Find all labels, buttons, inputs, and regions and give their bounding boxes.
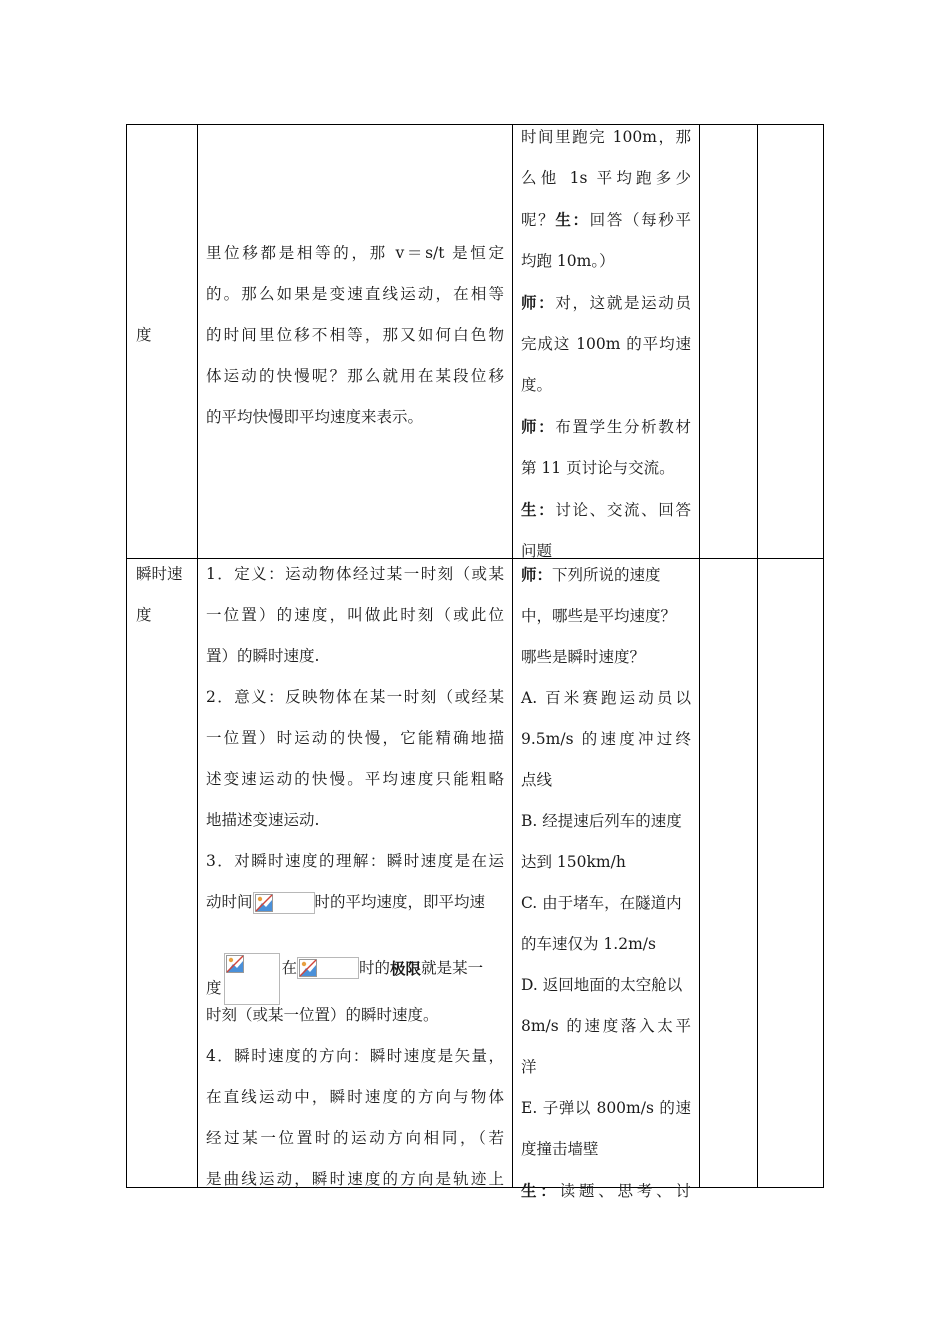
content-line: 在直线运动中，瞬时速度的方向与物体 xyxy=(206,1088,504,1106)
content-line: 里位移都是相等的，那 v＝s/t 是恒定 xyxy=(206,244,504,262)
content-line: 动时间 时的平均速度，即平均速 xyxy=(206,882,504,923)
speaker-label: 师： xyxy=(521,293,556,312)
activity-line: 生：读题、思考、讨 xyxy=(521,1181,691,1200)
content-line: 的平均快慢即平均速度来表示。 xyxy=(206,408,424,426)
content-line: 一位置）的速度，叫做此时刻（或此位 xyxy=(206,606,504,624)
speaker-label: 师： xyxy=(521,565,553,584)
activity-line: 度撞击墙壁 xyxy=(521,1140,599,1158)
content-line: 度 在 时的 极限 就是某一 xyxy=(206,927,504,1009)
activity-line: 8m/s 的速度落入太平 xyxy=(521,1017,691,1035)
activity-line: 师：布置学生分析教材 xyxy=(521,417,691,436)
topic-label: 度 xyxy=(136,606,152,624)
row2-topic-cell xyxy=(136,554,196,636)
column-divider xyxy=(512,124,513,1188)
speaker-label: 生： xyxy=(521,1181,560,1200)
broken-image-icon xyxy=(297,957,359,979)
lesson-table xyxy=(126,124,824,1200)
row1-topic-cell xyxy=(136,315,192,356)
row1-content-cell xyxy=(206,233,504,438)
activity-line: 么他 1s 平均跑多少 xyxy=(521,169,691,187)
activity-line: A. 百米赛跑运动员以 xyxy=(521,689,691,707)
activity-line: D. 返回地面的太空舱以 xyxy=(521,976,683,994)
activity-line: 9.5m/s 的速度冲过终 xyxy=(521,730,691,748)
table-border-left xyxy=(126,124,127,1188)
activity-line: 中，哪些是平均速度？ xyxy=(521,607,677,625)
row1-activity-cell xyxy=(521,117,691,572)
activity-line: E. 子弹以 800m/s 的速 xyxy=(521,1099,691,1117)
activity-line: 问题 xyxy=(521,542,553,560)
column-divider xyxy=(197,124,198,1188)
activity-line: 均跑 10m。） xyxy=(521,252,615,270)
column-divider xyxy=(699,124,700,1188)
content-line: 体运动的快慢呢？那么就用在某段位移 xyxy=(206,367,504,385)
activity-line: 洋 xyxy=(521,1058,537,1076)
activity-line: 时间里跑完 100m，那 xyxy=(521,128,691,146)
content-line: 的。那么如果是变速直线运动，在相等 xyxy=(206,285,504,303)
content-line: 述变速运动的快慢。平均速度只能粗略 xyxy=(206,770,504,788)
speaker-label: 师： xyxy=(521,417,556,436)
content-line: 1．定义：运动物体经过某一时刻（或某 xyxy=(206,565,504,583)
topic-label: 度 xyxy=(136,326,152,344)
activity-line: C. 由于堵车，在隧道内 xyxy=(521,894,682,912)
speaker-label: 生： xyxy=(521,500,556,519)
activity-line: 度。 xyxy=(521,376,553,394)
content-line: 是曲线运动，瞬时速度的方向是轨迹上 xyxy=(206,1170,504,1188)
row2-content-cell xyxy=(206,554,504,1200)
activity-line: 生：讨论、交流、回答 xyxy=(521,500,691,519)
emphasis-text: 极限 xyxy=(390,958,422,978)
table-border-top xyxy=(126,124,824,125)
content-line: 时刻（或某一位置）的瞬时速度。 xyxy=(206,1006,439,1024)
content-line: 地描述变速运动. xyxy=(206,811,320,829)
topic-label: 瞬时速 xyxy=(136,565,183,583)
activity-line: 呢？生：回答（每秒平 xyxy=(521,210,691,229)
activity-line: 的车速仅为 1.2m/s xyxy=(521,935,656,953)
content-line: 3．对瞬时速度的理解：瞬时速度是在运 xyxy=(206,852,504,870)
activity-line: 师：对，这就是运动员 xyxy=(521,293,691,312)
speaker-label: 生： xyxy=(555,210,590,229)
activity-line: 点线 xyxy=(521,771,553,789)
column-divider xyxy=(757,124,758,1188)
activity-line: B. 经提速后列车的速度 xyxy=(521,812,682,830)
table-border-right xyxy=(823,124,824,1188)
content-line: 一位置）时运动的快慢，它能精确地描 xyxy=(206,729,504,747)
activity-line: 师：下列所说的速度 xyxy=(521,565,661,584)
content-line: 置）的瞬时速度. xyxy=(206,647,320,665)
activity-line: 哪些是瞬时速度？ xyxy=(521,648,646,666)
activity-line: 第 11 页讨论与交流。 xyxy=(521,459,675,477)
content-line: 经过某一位置时的运动方向相同，（若 xyxy=(206,1129,504,1147)
broken-image-icon xyxy=(224,953,280,1005)
row2-activity-cell xyxy=(521,554,691,1212)
broken-image-icon xyxy=(253,892,315,914)
activity-line: 达到 150km/h xyxy=(521,853,626,871)
content-line: 4．瞬时速度的方向：瞬时速度是矢量， xyxy=(206,1047,504,1065)
content-line: 2．意义：反映物体在某一时刻（或经某 xyxy=(206,688,504,706)
content-line: 的时间里位移不相等，那又如何白色物 xyxy=(206,326,504,344)
activity-line: 完成这 100m 的平均速 xyxy=(521,335,691,353)
